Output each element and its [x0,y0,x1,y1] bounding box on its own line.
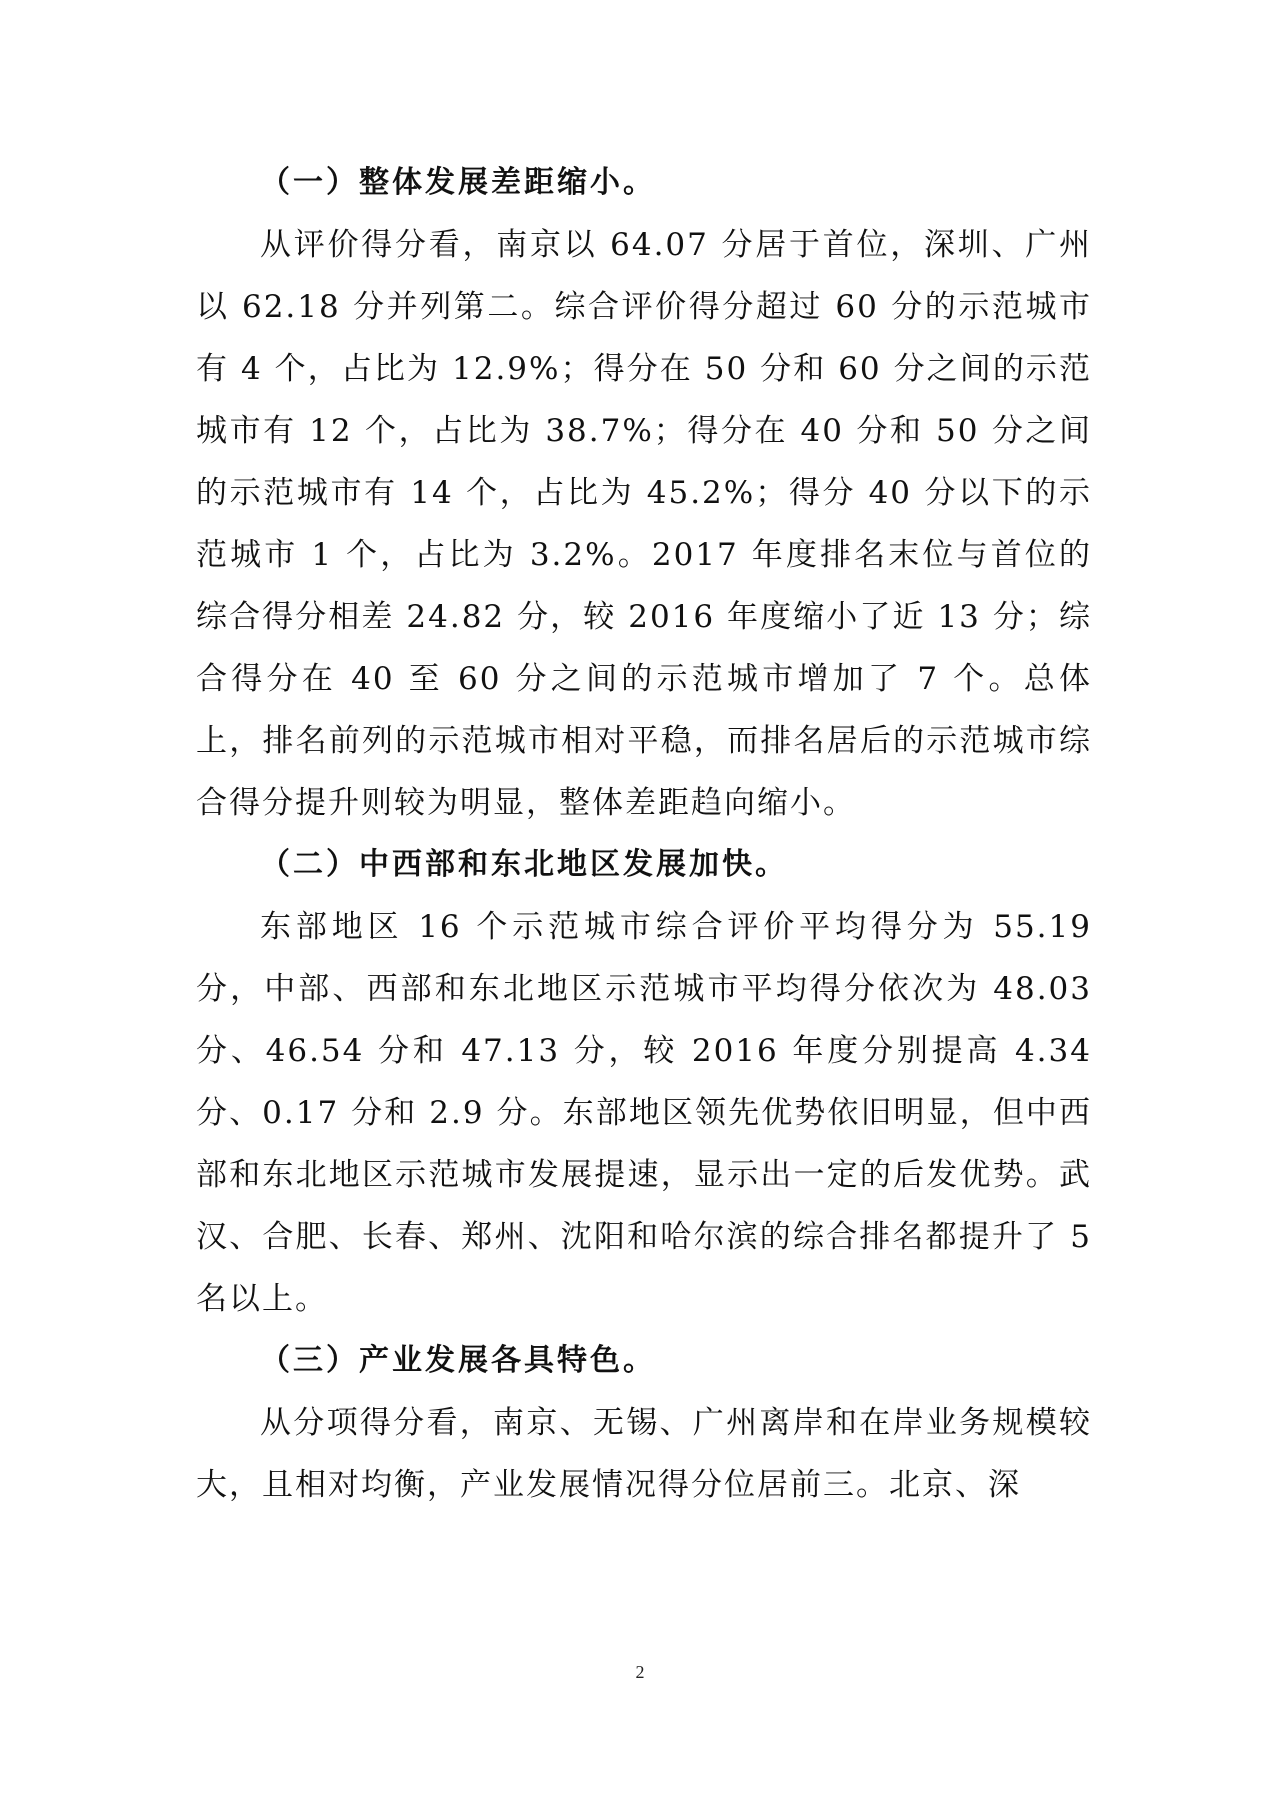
section-paragraph-2: 东部地区 16 个示范城市综合评价平均得分为 55.19 分，中部、西部和东北地区示范城市平均得分依次为 48.03 分、46.54 分和 47.13 分，较 2016 年度分别提高 4.34 分、0.17 分和 2.9 分。东部地区领先优势依旧明显，但中西部和东北地区示范城市发展提速，显示出一定的后发优势。武汉、合肥、长春、郑州、沈阳和哈尔滨的综合排名都提升了 5 名以上。 [196,909,1092,1317]
section-paragraph-3: 从分项得分看，南京、无锡、广州离岸和在岸业务规模较大，且相对均衡，产业发展情况得分位居前三。北京、深 [196,1405,1092,1503]
document-body [196,152,1092,1516]
section-heading-2: （二）中西部和东北地区发展加快。 [260,847,788,882]
section-heading-3: （三）产业发展各具特色。 [260,1343,656,1378]
page-number: 2 [635,1662,645,1682]
section-paragraph-1: 从评价得分看，南京以 64.07 分居于首位，深圳、广州以 62.18 分并列第二。综合评价得分超过 60 分的示范城市有 4 个，占比为 12.9%；得分在 50 分和 60 分之间的示范城市有 12 个，占比为 38.7%；得分在 40 分和 50 分之间的示范城市有 14 个，占比为 45.2%；得分 40 分以下的示范城市 1 个，占比为 3.2%。2017 年度排名末位与首位的综合得分相差 24.82 分，较 2016 年度缩小了近 13 分；综合得分在 40 至 60 分之间的示范城市增加了 7 个。总体上，排名前列的示范城市相对平稳，而排名居后的示范城市综合得分提升则较为明显，整体差距趋向缩小。 [196,227,1092,821]
section-heading-1: （一）整体发展差距缩小。 [260,165,656,200]
